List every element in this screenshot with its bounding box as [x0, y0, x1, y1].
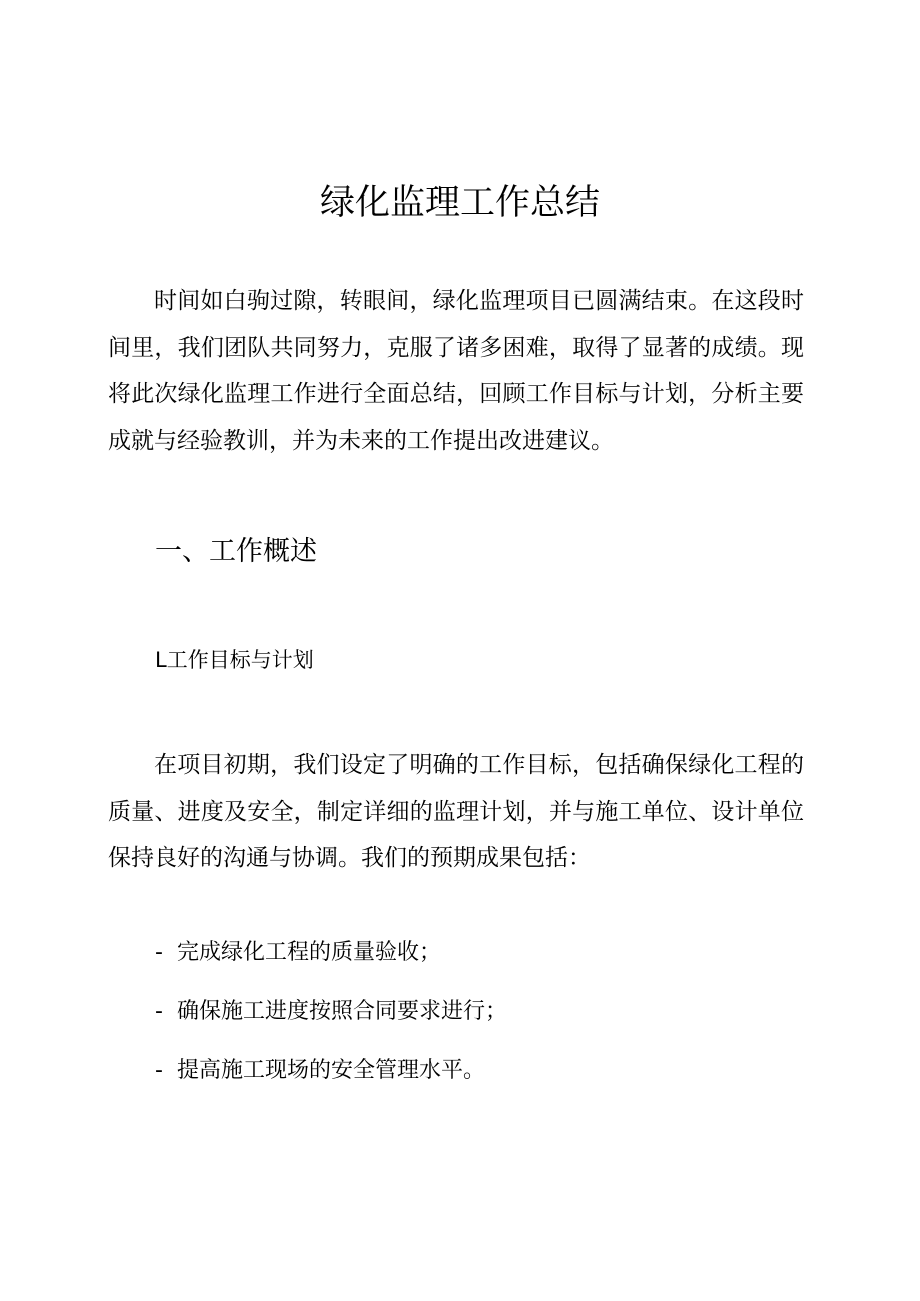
- list-item-text: 提高施工现场的安全管理水平。: [177, 1058, 486, 1083]
- list-item: [155, 938, 507, 968]
- list-item: [155, 997, 507, 1027]
- subsection-heading-goals: L工作目标与计划: [155, 648, 314, 672]
- list-item-text: 确保施工进度按照合同要求进行；: [177, 999, 508, 1024]
- list-item-text: 完成绿化工程的质量验收；: [177, 940, 442, 965]
- intro-paragraph: 时间如白驹过隙，转眼间，绿化监理项目已圆满结束。在这段时间里，我们团队共同努力，克服了诸多困难，取得了显著的成绩。现将此次绿化监理工作进行全面总结，回顾工作目标与计划，分析主要成就与经验教训，并为未来的工作提出改进建议。: [108, 288, 804, 454]
- bullet-marker: -: [155, 940, 163, 965]
- bullet-marker: -: [155, 999, 163, 1024]
- list-item: [155, 1056, 507, 1086]
- goals-paragraph: 在项目初期，我们设定了明确的工作目标，包括确保绿化工程的质量、进度及安全，制定详细的监理计划，并与施工单位、设计单位保持良好的沟通与协调。我们的预期成果包括：: [108, 752, 804, 871]
- expected-results-list: [155, 938, 507, 1115]
- bullet-marker: -: [155, 1058, 163, 1083]
- document-title: 绿化监理工作总结: [319, 183, 600, 223]
- section-heading-overview: 一、工作概述: [155, 536, 317, 567]
